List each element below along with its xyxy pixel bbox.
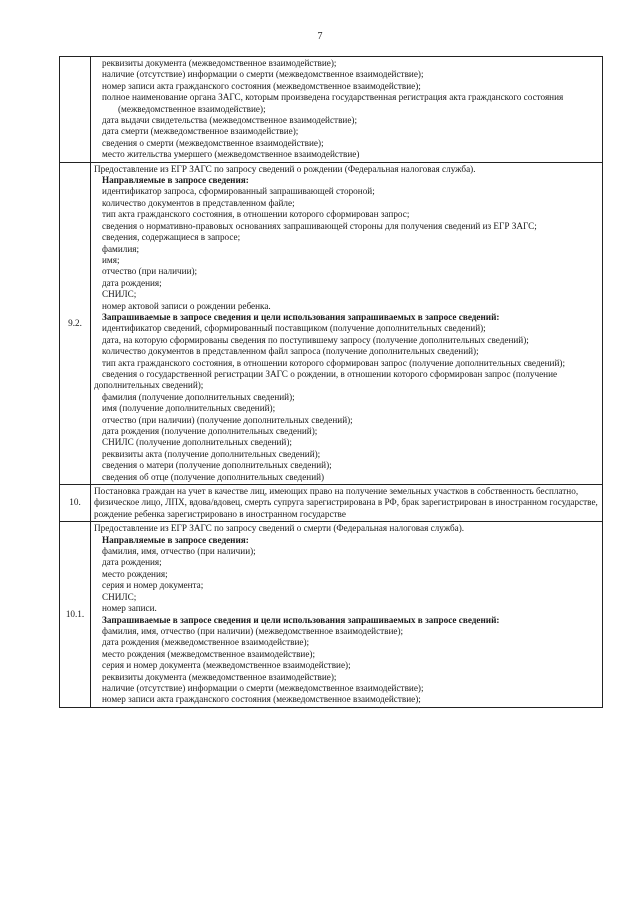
list-item: отчество (при наличии); xyxy=(102,266,198,277)
list-item: место рождения (межведомственное взаимодействие); xyxy=(102,648,316,659)
row-content xyxy=(91,162,603,484)
section-heading: Запрашиваемые в запросе сведения и цели использования запрашиваемых в запросе сведений: xyxy=(102,311,500,322)
list-item: сведения о государственной регистрации ЗАГС о рождении, в отношении которого сформирован запрос (получение дополнительных сведений); xyxy=(94,368,558,391)
list-item: фамилия (получение дополнительных сведений); xyxy=(102,391,295,402)
list-item: идентификатор сведений, сформированный поставщиком (получение дополнительных сведений); xyxy=(102,323,486,334)
list-item: фамилия, имя, отчество (при наличии); xyxy=(102,546,256,557)
list-item: СНИЛС; xyxy=(102,289,137,300)
services-table xyxy=(59,56,603,708)
list-item: имя (получение дополнительных сведений); xyxy=(102,403,276,414)
list-item: СНИЛС (получение дополнительных сведений); xyxy=(102,437,292,448)
list-item: номер записи акта гражданского состояния (межведомственное взаимодействие); xyxy=(102,80,421,91)
list-item: полное наименование органа ЗАГС, которым произведена государственная регистрация акта гражданского состояния (межведомственное взаимодействие); xyxy=(102,92,564,114)
list-item: серия и номер документа; xyxy=(102,580,204,591)
list-item: место жительства умершего (межведомственное взаимодействие) xyxy=(102,149,360,160)
list-item: номер записи акта гражданского состояния (межведомственное взаимодействие); xyxy=(102,694,421,705)
list-item: количество документов в представленном файле; xyxy=(102,197,295,208)
list-item: сведения о смерти (межведомственное взаимодействие); xyxy=(102,137,324,148)
list-item: наличие (отсутствие) информации о смерти (межведомственное взаимодействие); xyxy=(102,682,424,693)
list-item: сведения, содержащиеся в запросе; xyxy=(102,232,241,243)
list-item: реквизиты акта (получение дополнительных сведений); xyxy=(102,448,321,459)
table-row xyxy=(60,522,603,708)
list-item: дата выдачи свидетельства (межведомственное взаимодействие); xyxy=(102,115,358,126)
list-item: дата смерти (межведомственное взаимодействие); xyxy=(102,126,299,137)
list-item: номер актовой записи о рождении ребенка. xyxy=(102,300,271,311)
table-row xyxy=(60,162,603,484)
list-item: фамилия; xyxy=(102,243,140,254)
list-item: дата рождения (получение дополнительных сведений); xyxy=(102,426,318,436)
list-item: количество документов в представленном файл запроса (получение дополнительных сведений); xyxy=(102,346,479,357)
row-content xyxy=(91,522,603,708)
row-number: 10.1. xyxy=(60,522,91,708)
service-intro: Предоставление из ЕГР ЗАГС по запросу сведений о рождении (Федеральная налоговая служба). xyxy=(94,163,476,174)
row-content xyxy=(91,485,603,522)
row-content xyxy=(91,57,603,163)
list-item: серия и номер документа (межведомственное взаимодействие); xyxy=(102,660,351,671)
list-item: сведения о матери (получение дополнительных сведений); xyxy=(102,460,332,471)
list-item: дата рождения; xyxy=(102,557,162,568)
section-heading: Направляемые в запросе сведения: xyxy=(102,175,249,186)
list-item: фамилия, имя, отчество (при наличии) (межведомственное взаимодействие); xyxy=(102,625,404,636)
page-number: 7 xyxy=(317,31,323,42)
list-item: тип акта гражданского состояния, в отношении которого сформирован запрос (получение дополнительных сведений); xyxy=(102,357,566,368)
list-item: дата, на которую сформированы сведения по поступившему запросу (получение дополнительных сведений); xyxy=(102,334,529,345)
row-number: 9.2. xyxy=(60,162,91,484)
section-heading: Запрашиваемые в запросе сведения и цели использования запрашиваемых в запросе сведений: xyxy=(102,614,500,625)
row-number xyxy=(60,57,91,163)
service-intro: Предоставление из ЕГР ЗАГС по запросу сведений о смерти (Федеральная налоговая служба). xyxy=(94,523,465,534)
list-item: дата рождения; xyxy=(102,277,162,288)
list-item: место рождения; xyxy=(102,568,168,579)
table-row xyxy=(60,57,603,163)
list-item: СНИЛС; xyxy=(102,591,137,602)
list-item: номер записи. xyxy=(102,603,157,614)
row-number: 10. xyxy=(60,485,91,522)
list-item: идентификатор запроса, сформированный запрашивающей стороной; xyxy=(102,186,375,197)
list-item: дата рождения (межведомственное взаимодействие); xyxy=(102,637,310,648)
list-item: реквизиты документа (межведомственное взаимодействие); xyxy=(102,671,337,682)
service-title: Постановка граждан на учет в качестве лиц, имеющих право на получение земельных участков в собственность бесплатно, физическое лицо, ЛПХ, вдова/вдовец, смерть супруга зарегистрирована в РФ, брак зарегистрирован в иностранном государстве, рождение ребенка зарегистрировано в иностранном государстве xyxy=(94,486,598,519)
section-heading: Направляемые в запросе сведения: xyxy=(102,534,249,545)
list-item: сведения о нормативно-правовых основаниях запрашивающей стороны для получения сведений из ЕГР ЗАГС; xyxy=(102,220,537,231)
list-item: отчество (при наличии) (получение дополнительных сведений); xyxy=(102,414,353,425)
table-row xyxy=(60,485,603,522)
list-item: имя; xyxy=(102,254,120,265)
list-item: сведения об отце (получение дополнительных сведений) xyxy=(102,471,325,482)
list-item: наличие (отсутствие) информации о смерти (межведомственное взаимодействие); xyxy=(102,69,424,80)
list-item: реквизиты документа (межведомственное взаимодействие); xyxy=(102,58,337,68)
list-item: тип акта гражданского состояния, в отношении которого сформирован запрос; xyxy=(102,209,410,220)
